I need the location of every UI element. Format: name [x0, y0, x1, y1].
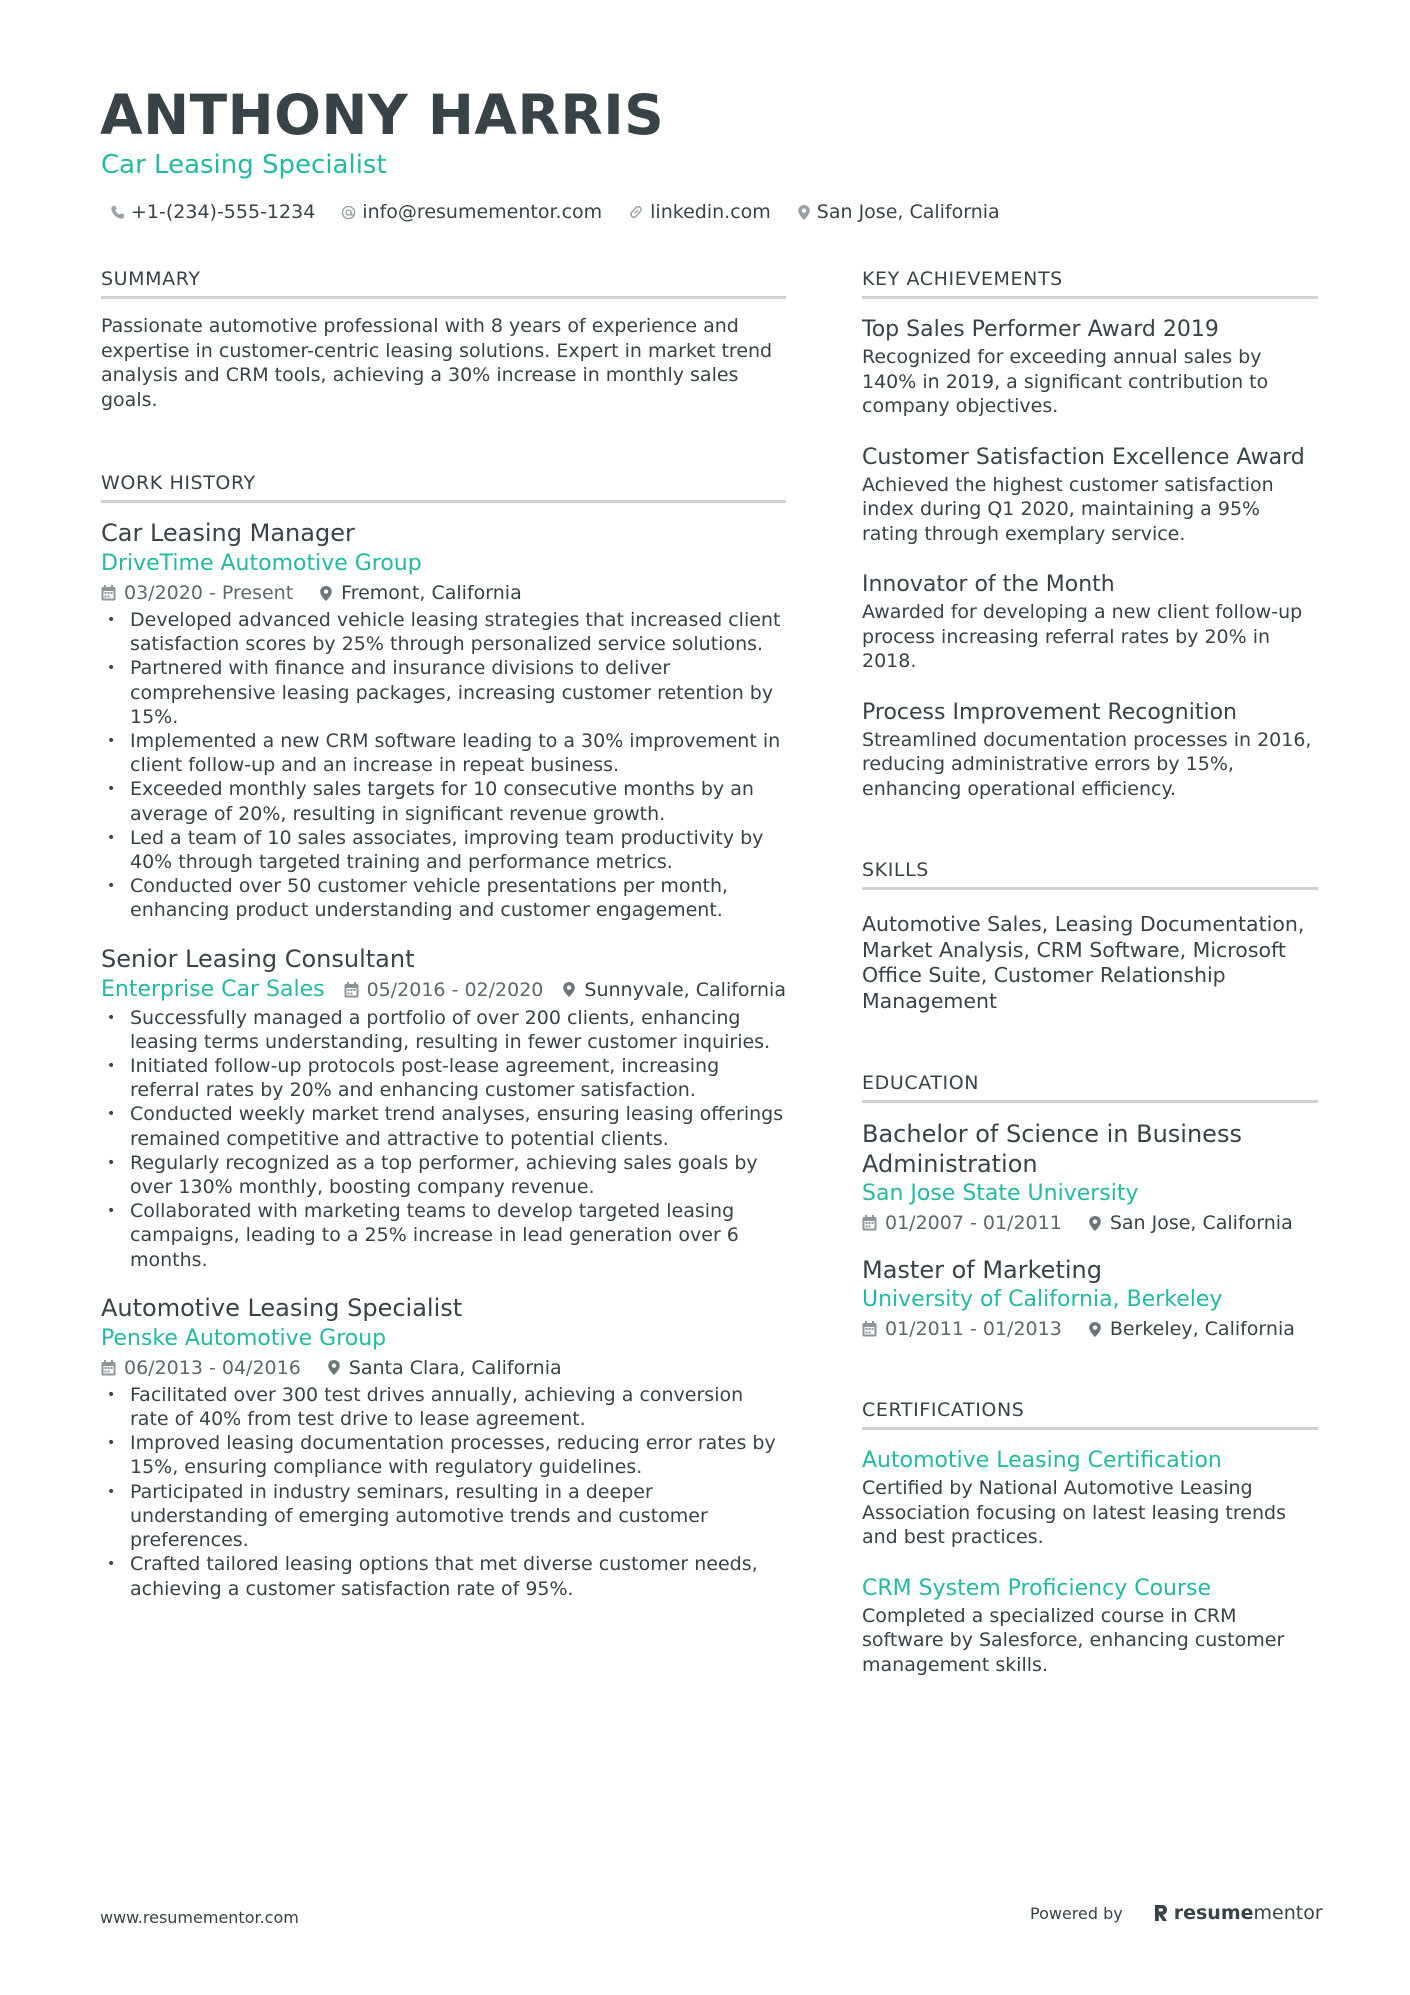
job-bullet: • Partnered with finance and insurance divisions to deliver comprehensive leasing packages, increasing customer retention by 15%. — [101, 656, 786, 729]
job-bullet: • Developed advanced vehicle leasing strategies that increased client satisfaction scores by 25% through personalized service solutions. — [101, 608, 786, 656]
location-pin-icon — [797, 204, 811, 221]
certifications-heading: CERTIFICATIONS — [862, 1397, 1318, 1430]
location-pin-icon — [562, 981, 576, 998]
job-meta — [101, 1354, 786, 1382]
job-entry — [101, 1292, 786, 1601]
education-item — [862, 1255, 1318, 1343]
education-location-text: San Jose, California — [1109, 1212, 1293, 1234]
logo-text-light: mentor — [1253, 1902, 1323, 1924]
job-bullet: • Participated in industry seminars, resulting in a deeper understanding of emerging automotive trends and customer preferences. — [101, 1480, 786, 1553]
location-pin-icon — [327, 1359, 341, 1376]
job-title: Car Leasing Manager — [101, 519, 355, 547]
phone-icon — [110, 205, 125, 220]
job-location — [562, 975, 786, 1005]
work-history-heading: WORK HISTORY — [101, 470, 786, 503]
job-meta — [101, 975, 786, 1005]
contact-location-text: San Jose, California — [816, 201, 1000, 223]
job-company: DriveTime Automotive Group — [101, 551, 422, 576]
achievement-title: Process Improvement Recognition — [862, 699, 1237, 725]
job-bullet: • Improved leasing documentation processes, reducing error rates by 15%, ensuring compliance with regulatory guidelines. — [101, 1431, 786, 1479]
job-bullet: • Collaborated with marketing teams to develop targeted leasing campaigns, leading to a 25% increase in lead generation over 6 months. — [101, 1199, 786, 1272]
achievement-item — [862, 698, 1318, 802]
job-location-text: Santa Clara, California — [348, 1356, 562, 1379]
job-company: Enterprise Car Sales — [101, 976, 325, 1002]
calendar-icon — [344, 982, 359, 998]
job-bullet: • Successfully managed a portfolio of over 200 clients, enhancing leasing terms understanding, resulting in fewer customer inquiries. — [101, 1006, 786, 1054]
job-company: Penske Automotive Group — [101, 1325, 387, 1351]
logo-text-bold: resume — [1173, 1902, 1254, 1924]
candidate-name: ANTHONY HARRIS — [100, 83, 665, 147]
job-meta — [101, 579, 786, 607]
job-bullet: • Regularly recognized as a top performer, achieving sales goals by over 130% monthly, boosting company revenue. — [101, 1151, 786, 1199]
job-location — [327, 1354, 562, 1382]
education-location — [1088, 1315, 1295, 1343]
job-bullets — [101, 608, 786, 923]
summary-heading: SUMMARY — [101, 266, 786, 299]
left-column — [101, 266, 786, 1601]
certification-title: Automotive Leasing Certification — [862, 1448, 1222, 1473]
certification-text: Certified by National Automotive Leasing Association focusing on latest leasing trends and best practices. — [862, 1477, 1286, 1548]
link-icon — [628, 204, 644, 220]
job-dates-text: 05/2016 - 02/2020 — [366, 978, 544, 1001]
resumementor-logo[interactable] — [1153, 1902, 1323, 1924]
education-heading: EDUCATION — [862, 1070, 1318, 1103]
skills-text: Automotive Sales, Leasing Documentation, Market Analysis, CRM Software, Microsoft Office Suite, Customer Relationship Management — [862, 912, 1305, 1013]
contact-linkedin-text: linkedin.com — [650, 201, 771, 223]
location-pin-icon — [319, 585, 333, 602]
education-degree: Master of Marketing — [862, 1256, 1102, 1284]
achievement-item — [862, 315, 1318, 419]
education-dates-text: 01/2011 - 01/2013 — [885, 1318, 1062, 1340]
achievement-text: Recognized for exceeding annual sales by 140% in 2019, a significant contribution to company objectives. — [862, 346, 1269, 417]
achievements-heading: KEY ACHIEVEMENTS — [862, 266, 1318, 299]
location-pin-icon — [1088, 1321, 1102, 1338]
job-location-text: Sunnyvale, California — [584, 978, 786, 1001]
job-bullet: • Conducted over 50 customer vehicle presentations per month, enhancing product understanding and customer engagement. — [101, 874, 786, 922]
education-item — [862, 1119, 1318, 1237]
job-title: Senior Leasing Consultant — [101, 944, 415, 973]
achievement-item — [862, 570, 1318, 674]
contact-linkedin[interactable] — [628, 201, 771, 223]
education-location — [1088, 1209, 1293, 1237]
job-entry — [101, 517, 786, 923]
education-location-text: Berkeley, California — [1109, 1318, 1295, 1340]
summary-text: Passionate automotive professional with 8 years of experience and expertise in customer-centric leasing solutions. Expert in market trend analysis and CRM tools, achieving a 30% increase in monthly sales goals. — [101, 315, 773, 411]
location-pin-icon — [1088, 1215, 1102, 1232]
contact-email-text: info@resumementor.com — [362, 201, 603, 223]
at-icon — [341, 205, 356, 220]
achievement-text: Achieved the highest customer satisfaction index during Q1 2020, maintaining a 95% rating through exemplary service. — [862, 473, 1274, 545]
certification-text: Completed a specialized course in CRM software by Salesforce, enhancing customer management skills. — [862, 1604, 1285, 1676]
job-dates-text: 03/2020 - Present — [124, 582, 294, 604]
education-dates — [862, 1209, 1062, 1237]
achievement-text: Streamlined documentation processes in 2016, reducing administrative errors by 15%, enhancing operational efficiency. — [862, 728, 1312, 800]
education-meta — [862, 1209, 1318, 1237]
education-dates-text: 01/2007 - 01/2011 — [885, 1212, 1062, 1234]
right-column — [862, 266, 1318, 1677]
achievement-item — [862, 443, 1318, 547]
certification-title: CRM System Proficiency Course — [862, 1575, 1212, 1601]
job-bullet: • Initiated follow-up protocols post-lease agreement, increasing referral rates by 20% and enhancing customer satisfaction. — [101, 1054, 786, 1102]
education-dates — [862, 1315, 1062, 1343]
contact-phone-text: +1-(234)-555-1234 — [131, 201, 316, 223]
job-bullet: • Implemented a new CRM software leading to a 30% improvement in client follow-up and an increase in repeat business. — [101, 729, 786, 777]
job-bullet: • Facilitated over 300 test drives annually, achieving a conversion rate of 40% from test drive to lease agreement. — [101, 1383, 786, 1431]
education-degree: Bachelor of Science in Business Administration — [862, 1120, 1242, 1178]
skills-heading: SKILLS — [862, 857, 1318, 890]
job-bullet: • Crafted tailored leasing options that met diverse customer needs, achieving a customer satisfaction rate of 95%. — [101, 1552, 786, 1600]
job-bullet: • Conducted weekly market trend analyses, ensuring leasing offerings remained competitive and attractive to potential clients. — [101, 1102, 786, 1150]
job-dates-text: 06/2013 - 04/2016 — [124, 1356, 301, 1379]
resumementor-logo-icon — [1153, 1903, 1169, 1923]
certification-item — [862, 1446, 1318, 1550]
job-bullet: • Exceeded monthly sales targets for 10 consecutive months by an average of 20%, resulting in significant revenue growth. — [101, 777, 786, 825]
calendar-icon — [101, 585, 116, 601]
education-school: University of California, Berkeley — [862, 1287, 1223, 1312]
contact-location — [797, 201, 1000, 223]
education-meta — [862, 1315, 1318, 1343]
education-school: San Jose State University — [862, 1181, 1139, 1206]
job-dates — [101, 579, 293, 607]
job-location-text: Fremont, California — [341, 582, 522, 604]
job-bullet: • Led a team of 10 sales associates, improving team productivity by 40% through targeted training and performance metrics. — [101, 826, 786, 874]
calendar-icon — [862, 1215, 877, 1231]
job-bullets — [101, 1383, 786, 1601]
job-title: Automotive Leasing Specialist — [101, 1293, 463, 1322]
job-entry — [101, 943, 786, 1272]
powered-by-label: Powered by — [1030, 1903, 1123, 1923]
job-dates — [344, 975, 544, 1005]
calendar-icon — [101, 1360, 116, 1376]
contact-email[interactable] — [341, 201, 602, 223]
calendar-icon — [862, 1321, 877, 1337]
certification-item — [862, 1574, 1318, 1678]
achievement-title: Innovator of the Month — [862, 572, 1115, 597]
achievement-text: Awarded for developing a new client follow-up process increasing referral rates by 20% in 2018. — [862, 601, 1303, 672]
job-dates — [101, 1354, 301, 1382]
achievement-title: Customer Satisfaction Excellence Award — [862, 444, 1305, 470]
contact-bar — [110, 198, 1026, 226]
job-location — [319, 579, 522, 607]
achievement-title: Top Sales Performer Award 2019 — [862, 317, 1219, 342]
footer-website[interactable]: www.resumementor.com — [100, 1908, 299, 1927]
candidate-title: Car Leasing Specialist — [101, 150, 387, 180]
job-bullets — [101, 1006, 786, 1272]
contact-phone[interactable] — [110, 201, 315, 223]
footer-branding — [1030, 1902, 1323, 1924]
